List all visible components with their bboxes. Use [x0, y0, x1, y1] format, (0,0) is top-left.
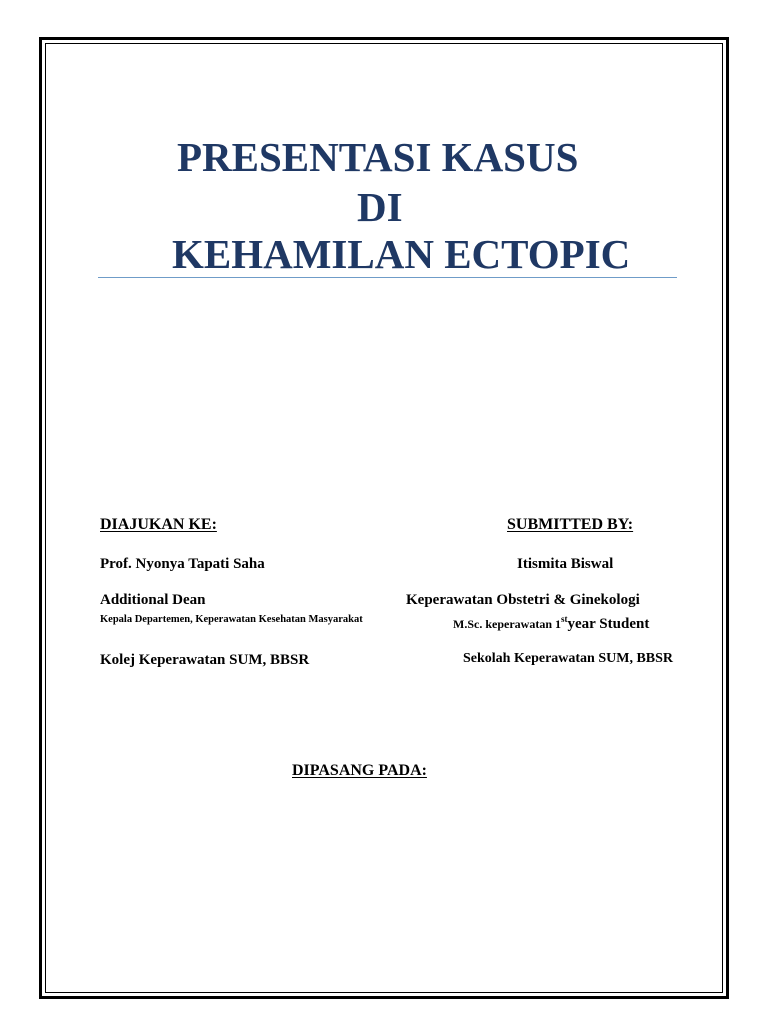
submitted-by-heading: SUBMITTED BY: — [507, 516, 634, 533]
submitted-to-institution: Kolej Keperawatan SUM, BBSR — [100, 652, 310, 668]
program-prefix: M.Sc. keperawatan 1 — [453, 617, 561, 631]
submitted-by-department: Keperawatan Obstetri & Ginekologi — [406, 592, 640, 608]
submitted-to-heading: DIAJUKAN KE: — [100, 516, 217, 533]
program-suffix: year Student — [567, 616, 650, 632]
submitted-to-position: Additional Dean — [100, 592, 206, 608]
submitted-by-name: Itismita Biswal — [517, 556, 614, 572]
title-line-3: KEHAMILAN ECTOPIC — [172, 231, 631, 277]
title-line-2: DI — [357, 184, 403, 230]
submitted-by-program — [453, 615, 649, 633]
title-line-1: PRESENTASI KASUS — [177, 134, 579, 180]
posted-on-heading: DIPASANG PADA: — [292, 762, 427, 779]
title-divider — [98, 277, 677, 278]
submitted-to-name: Prof. Nyonya Tapati Saha — [100, 556, 265, 572]
submitted-to-department: Kepala Departemen, Keperawatan Kesehatan Masyarakat — [100, 614, 363, 625]
submitted-by-institution: Sekolah Keperawatan SUM, BBSR — [463, 651, 674, 666]
program-ordinal: st — [561, 614, 568, 624]
